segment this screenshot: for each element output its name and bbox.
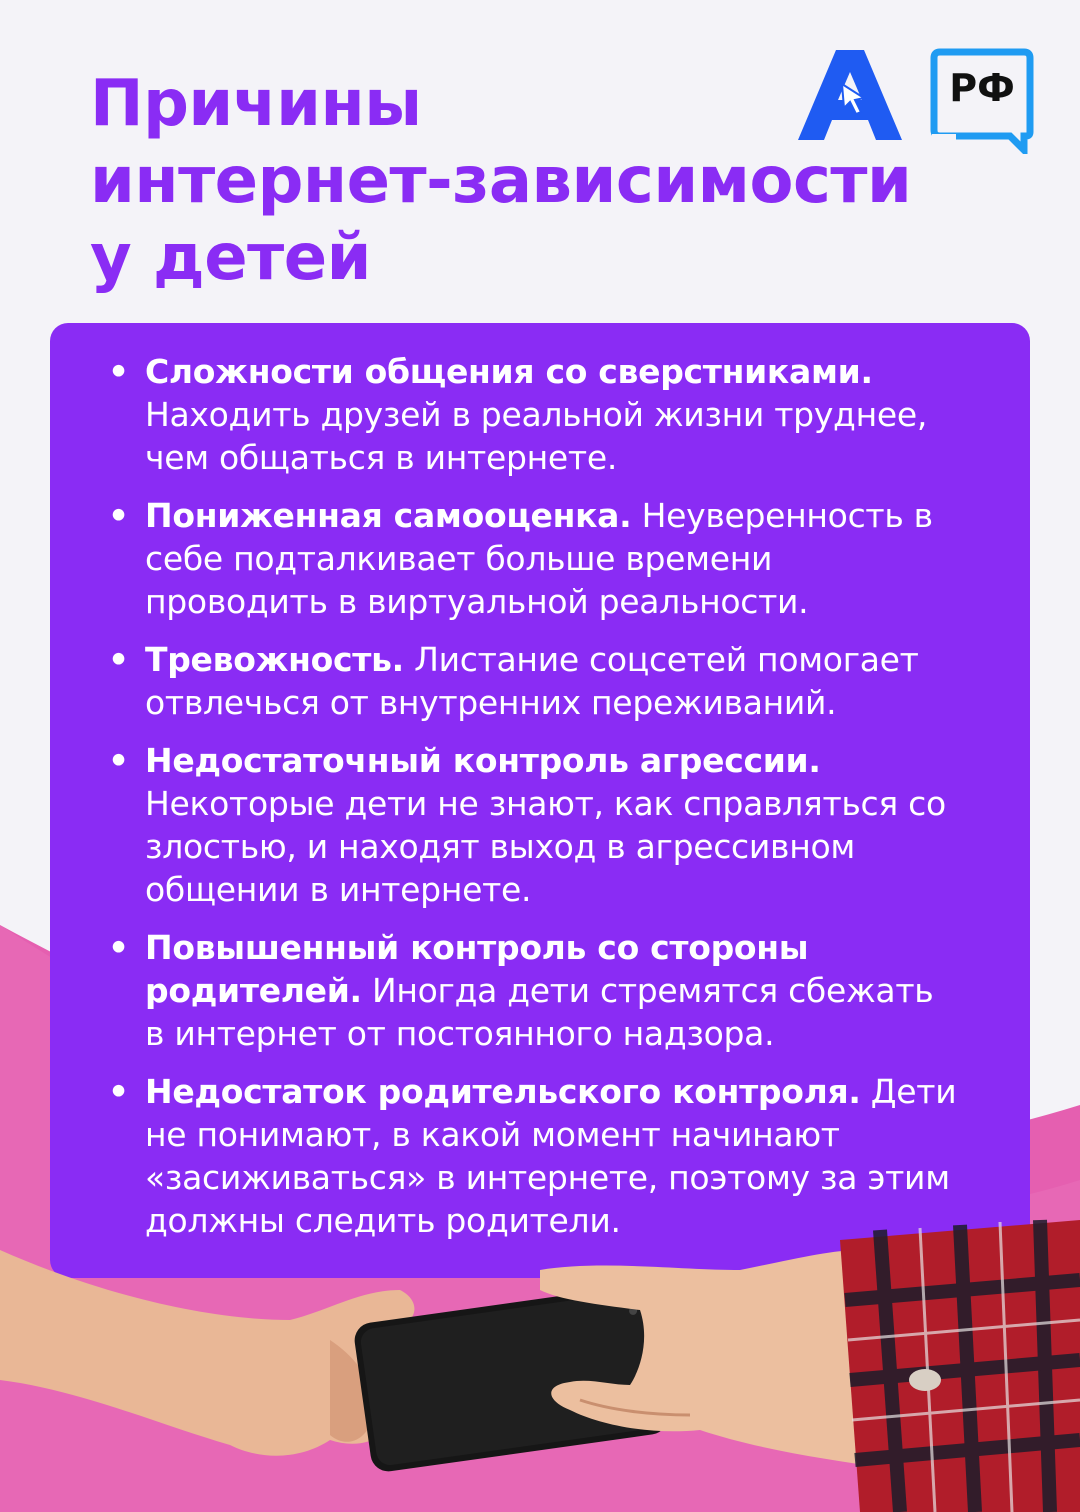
title-line-3: у детей (90, 221, 371, 295)
bullet-icon: • (108, 640, 129, 679)
reason-text: Неуверенность в себе подталкивает больше времени проводить в виртуальной реальности. (145, 496, 933, 621)
reason-heading: Недостаточный контроль агрессии. (145, 741, 821, 780)
title-line-2: интернет-зависимости (90, 144, 912, 218)
bullet-icon: • (108, 352, 129, 391)
reason-heading: Повышенный контроль со стороны родителей. (145, 928, 809, 1010)
list-item (108, 739, 958, 911)
reasons-list (108, 350, 958, 1257)
bullet-icon: • (108, 1072, 129, 1111)
list-item (108, 350, 958, 479)
bullet-icon: • (108, 741, 129, 780)
page-title (90, 66, 911, 297)
reason-heading: Пониженная самооценка. (145, 496, 632, 535)
list-item (108, 494, 958, 623)
bullet-icon: • (108, 928, 129, 967)
title-line-1: Причины (90, 67, 422, 141)
reason-text: Дети не понимают, в какой момент начинают «засиживаться» в интернете, поэтому за этим должны следить родители. (145, 1072, 957, 1240)
reason-text: Листание соцсетей помогает отвлечься от внутренних переживаний. (145, 640, 919, 722)
reason-text: Иногда дети стремятся сбежать в интернет от постоянного надзора. (145, 971, 934, 1053)
reason-heading: Тревожность. (145, 640, 404, 679)
reason-text: Находить друзей в реальной жизни труднее, чем общаться в интернете. (145, 395, 928, 477)
reason-heading: Недостаток родительского контроля. (145, 1072, 861, 1111)
bullet-icon: • (108, 496, 129, 535)
list-item (108, 638, 958, 724)
hands-with-phone-photo (0, 1210, 1080, 1512)
list-item (108, 926, 958, 1055)
rf-logo-text: РФ (949, 66, 1015, 110)
reason-heading: Сложности общения со сверстниками. (145, 352, 873, 391)
reason-text: Некоторые дети не знают, как справляться со злостью, и находят выход в агрессивном общении в интернете. (145, 784, 946, 909)
a-logo-icon (798, 50, 902, 140)
